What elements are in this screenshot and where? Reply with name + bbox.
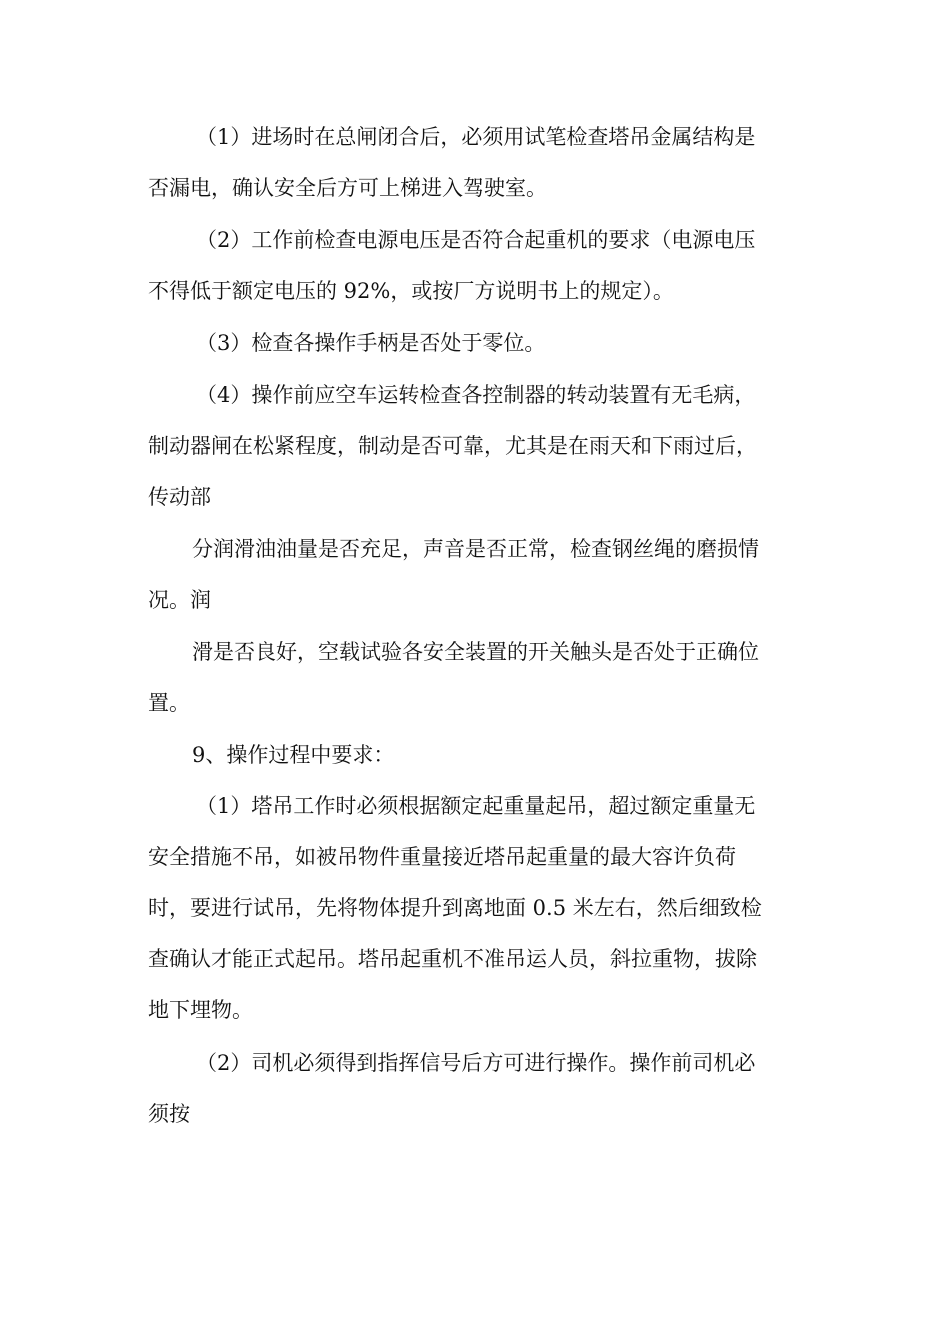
text-line: 置。: [148, 691, 190, 715]
text-line: 地下埋物。: [148, 998, 253, 1022]
text-line: （2）工作前检查电源电压是否符合起重机的要求（电源电压: [196, 228, 756, 252]
paragraph: [148, 1038, 808, 1140]
text-line: （4）操作前应空车运转检查各控制器的转动装置有无毛病，: [196, 383, 756, 407]
paragraph: [148, 730, 808, 781]
text-line: 不得低于额定电压的 92%，或按厂方说明书上的规定）。: [148, 279, 674, 303]
text-line: （1）塔吊工作时必须根据额定起重量起吊，超过额定重量无: [196, 794, 756, 818]
paragraph: [148, 112, 808, 214]
text-line: 分润滑油油量是否充足，声音是否正常，检查钢丝绳的磨损情: [192, 537, 759, 561]
text-line: 安全措施不吊，如被吊物件重量接近塔吊起重量的最大容许负荷: [148, 845, 736, 869]
text-line: （1）进场时在总闸闭合后，必须用试笔检查塔吊金属结构是: [196, 125, 756, 149]
text-line: （2）司机必须得到指挥信号后方可进行操作。操作前司机必: [196, 1051, 756, 1075]
text-line: 制动器闸在松紧程度，制动是否可靠，尤其是在雨天和下雨过后，: [148, 434, 757, 458]
paragraph: [148, 781, 808, 1036]
text-line: 否漏电，确认安全后方可上梯进入驾驶室。: [148, 176, 547, 200]
paragraph: [148, 627, 808, 729]
text-line: （3）检查各操作手柄是否处于零位。: [196, 331, 546, 355]
paragraph: [148, 524, 808, 626]
text-line: 况。润: [148, 588, 211, 612]
text-line: 滑是否良好，空载试验各安全装置的开关触头是否处于正确位: [192, 640, 759, 664]
paragraph: [148, 370, 808, 523]
text-line: 9、操作过程中要求：: [192, 743, 395, 767]
paragraph: [148, 215, 808, 317]
text-line: 查确认才能正式起吊。塔吊起重机不准吊运人员，斜拉重物，拔除: [148, 947, 757, 971]
text-line: 传动部: [148, 485, 211, 509]
text-line: 时，要进行试吊，先将物体提升到离地面 0.5 米左右，然后细致检: [148, 896, 762, 920]
text-line: 须按: [148, 1102, 190, 1126]
paragraph: [148, 318, 808, 369]
